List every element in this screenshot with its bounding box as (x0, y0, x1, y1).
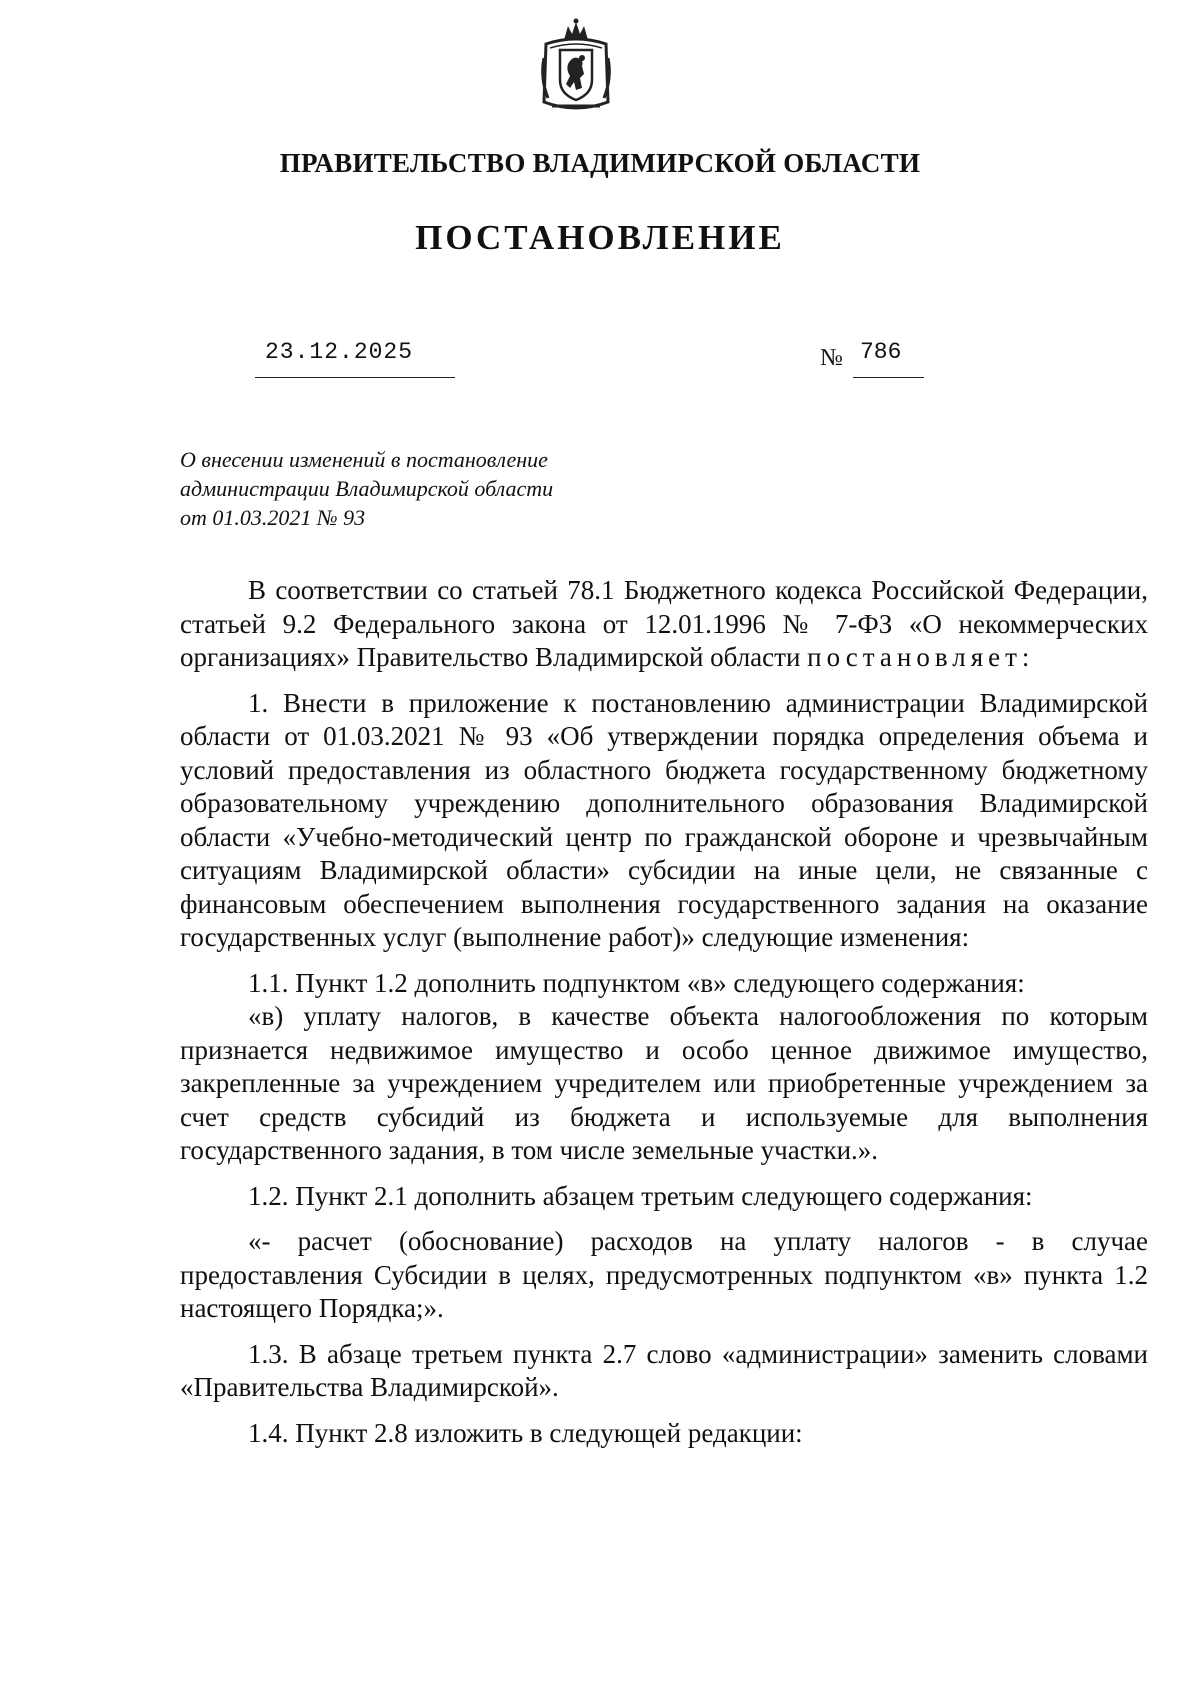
item-1-1-text-paragraph: «в) уплату налогов, в качестве объекта налогообложения по которым признается недвижимое имущество и особо ценное движимое имущество, закрепленные за учреждением учредителем или приобретенные учреждением за счет средств субсидий из бюджета и используемые для выполнения государственного задания, в том числе земельные участки.». (180, 1001, 1148, 1165)
item-1-paragraph: 1. Внести в приложение к постановлению администрации Владимирской области от 01.03.2021 № 93 «Об утверждении порядка определения объема и условий предоставления из областного бюджета государственному бюджетному образовательному учреждению дополнительного образования Владимирской области «Учебно-методический центр по гражданской обороне и чрезвычайным ситуациям Владимирской области» субсидии на иные цели, не связанные с финансовым обеспечением выполнения государственного задания на оказание государственных услуг (выполнение работ)» следующие изменения: (180, 687, 1148, 952)
item-1-2-paragraph: 1.2. Пункт 2.1 дополнить абзацем третьим следующего содержания: (248, 1180, 1033, 1211)
document-number: 786 (860, 339, 902, 365)
document-date: 23.12.2025 (265, 339, 414, 365)
item-1-1-paragraph: 1.1. Пункт 1.2 дополнить подпунктом «в» следующего содержания: (248, 967, 1025, 998)
date-underline (255, 377, 455, 378)
decree-word: постановляет: (807, 642, 1035, 672)
preamble-paragraph (180, 574, 1148, 675)
document-body (180, 574, 1148, 1450)
organization-title: ПРАВИТЕЛЬСТВО ВЛАДИМИРСКОЙ ОБЛАСТИ (279, 148, 921, 178)
item-1-3-paragraph: 1.3. В абзаце третьем пункта 2.7 слово «администрации» заменить словами «Правительства Владимирской». (180, 1338, 1148, 1402)
number-sign: № (820, 345, 843, 371)
subject-line: администрации Владимирской области (180, 476, 554, 501)
coat-of-arms-icon (538, 18, 614, 118)
document-type-title: ПОСТАНОВЛЕНИЕ (415, 218, 785, 257)
document-subject (180, 445, 553, 532)
preamble-text: В соответствии со статьей 78.1 Бюджетного кодекса Российской Федерации, статьей 9.2 Федерального закона от 12.01.1996 № 7-ФЗ «О некоммерческих организациях» Правительство Владимирской области (180, 575, 1148, 672)
subject-line: от 01.03.2021 № 93 (180, 505, 366, 530)
item-1-4-paragraph: 1.4. Пункт 2.8 изложить в следующей редакции: (248, 1417, 803, 1448)
subject-line: О внесении изменений в постановление (180, 447, 548, 472)
number-underline (853, 377, 924, 378)
item-1-2-text-paragraph: «- расчет (обоснование) расходов на уплату налогов - в случае предоставления Субсидии в целях, предусмотренных подпунктом «в» пункта 1.2 настоящего Порядка;». (180, 1226, 1148, 1323)
